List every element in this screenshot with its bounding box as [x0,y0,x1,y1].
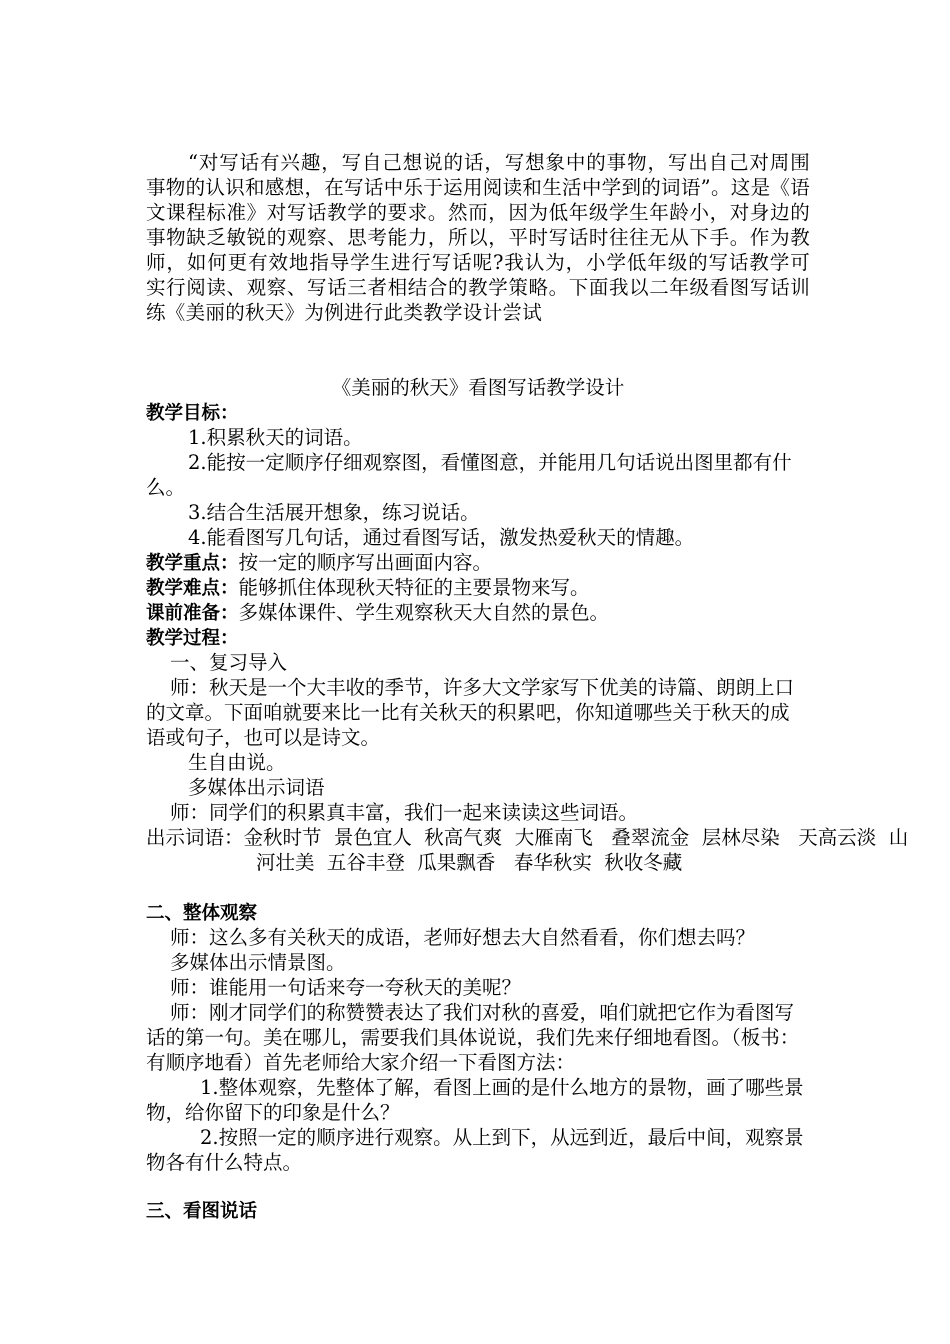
section-1-paragraph: 多媒体出示词语 [188,776,325,799]
key-point-text: 按一定的顺序写出画面内容。 [238,551,493,574]
section-1-paragraph: 生自由说。 [188,751,286,774]
section-2-paragraph: 师：谁能用一句话来夸一夸秋天的美呢？ [170,976,522,999]
goal-item: 1.积累秋天的词语。 [188,426,363,449]
idiom-list-label: 出示词语： [146,826,244,849]
section-1-heading: 一、复习导入 [170,651,288,674]
goal-item: 4.能看图写几句话，通过看图写话，激发热爱秋天的情趣。 [188,526,695,549]
difficulty-text: 能够抓住体现秋天特征的主要景物来写。 [238,576,590,599]
preparation [146,600,816,626]
intro-paragraph: “对写话有兴趣，写自己想说的话，写想象中的事物，写出自己对周围事物的认识和感想，在写话中乐于运用阅读和生活中学到的词语”。这是《语文课程标准》对写话教学的要求。然而，因为低年级学生年龄小，对身边的事物缺乏敏锐的观察、思考能力，所以，平时写话时往往无从下手。作为教师，如何更有效地指导学生进行写话呢?我认为，小学低年级的写话教学可实行阅读、观察、写话三者相结合的教学策略。下面我以二年级看图写话训练《美丽的秋天》为例进行此类教学设计尝试 [146,151,810,324]
difficulty-label: 教学难点： [146,578,239,599]
goal-item: 2.能按一定顺序仔细观察图，看懂图意，并能用几句话说出图里都有什么。 [146,451,792,499]
preparation-label: 课前准备： [146,603,239,624]
section-2-heading: 二、整体观察 [146,903,258,924]
key-point [146,550,816,576]
section-1-paragraph: 师：秋天是一个大丰收的季节，许多大文学家写下优美的诗篇、朗朗上口的文章。下面咱就要来比一比有关秋天的积累吧，你知道哪些关于秋天的成语或句子，也可以是诗文。 [146,676,795,749]
document-title: 《美丽的秋天》看图写话教学设计 [331,376,625,399]
difficulty-point [146,575,816,601]
section-2-paragraph: 多媒体出示情景图。 [170,951,346,974]
preparation-text: 多媒体课件、学生观察秋天大自然的景色。 [238,601,610,624]
goals-heading: 教学目标： [146,403,239,424]
section-2-paragraph: 师：这么多有关秋天的成语，老师好想去大自然看看，你们想去吗？ [170,926,756,949]
section-2-paragraph: 2.按照一定的顺序进行观察。从上到下，从远到近，最后中间，观察景物各有什么特点。 [146,1126,804,1174]
process-heading: 教学过程： [146,628,239,649]
goal-item: 3.结合生活展开想象，练习说话。 [188,501,480,524]
section-1-paragraph: 师：同学们的积累真丰富，我们一起来读读这些词语。 [170,801,639,824]
section-2-paragraph: 师：刚才同学们的称赞赞表达了我们对秋的喜爱，咱们就把它作为看图写话的第一句。美在哪儿，需要我们具体说说，我们先来仔细地看图。（板书：有顺序地看）首先老师给大家介绍一下看图方法： [146,1001,800,1074]
section-3-heading: 三、看图说话 [146,1201,258,1222]
idiom-list [146,825,924,875]
section-2-paragraph: 1.整体观察，先整体了解，看图上画的是什么地方的景物，画了哪些景物，给你留下的印象是什么？ [146,1076,804,1124]
key-point-label: 教学重点： [146,553,239,574]
idiom-list-words: 金秋时节 景色宜人 秋高气爽 大雁南飞 叠翠流金 层林尽染 天高云淡 山河壮美 五谷丰登 瓜果飘香 春华秋实 秋收冬藏 [243,826,909,874]
